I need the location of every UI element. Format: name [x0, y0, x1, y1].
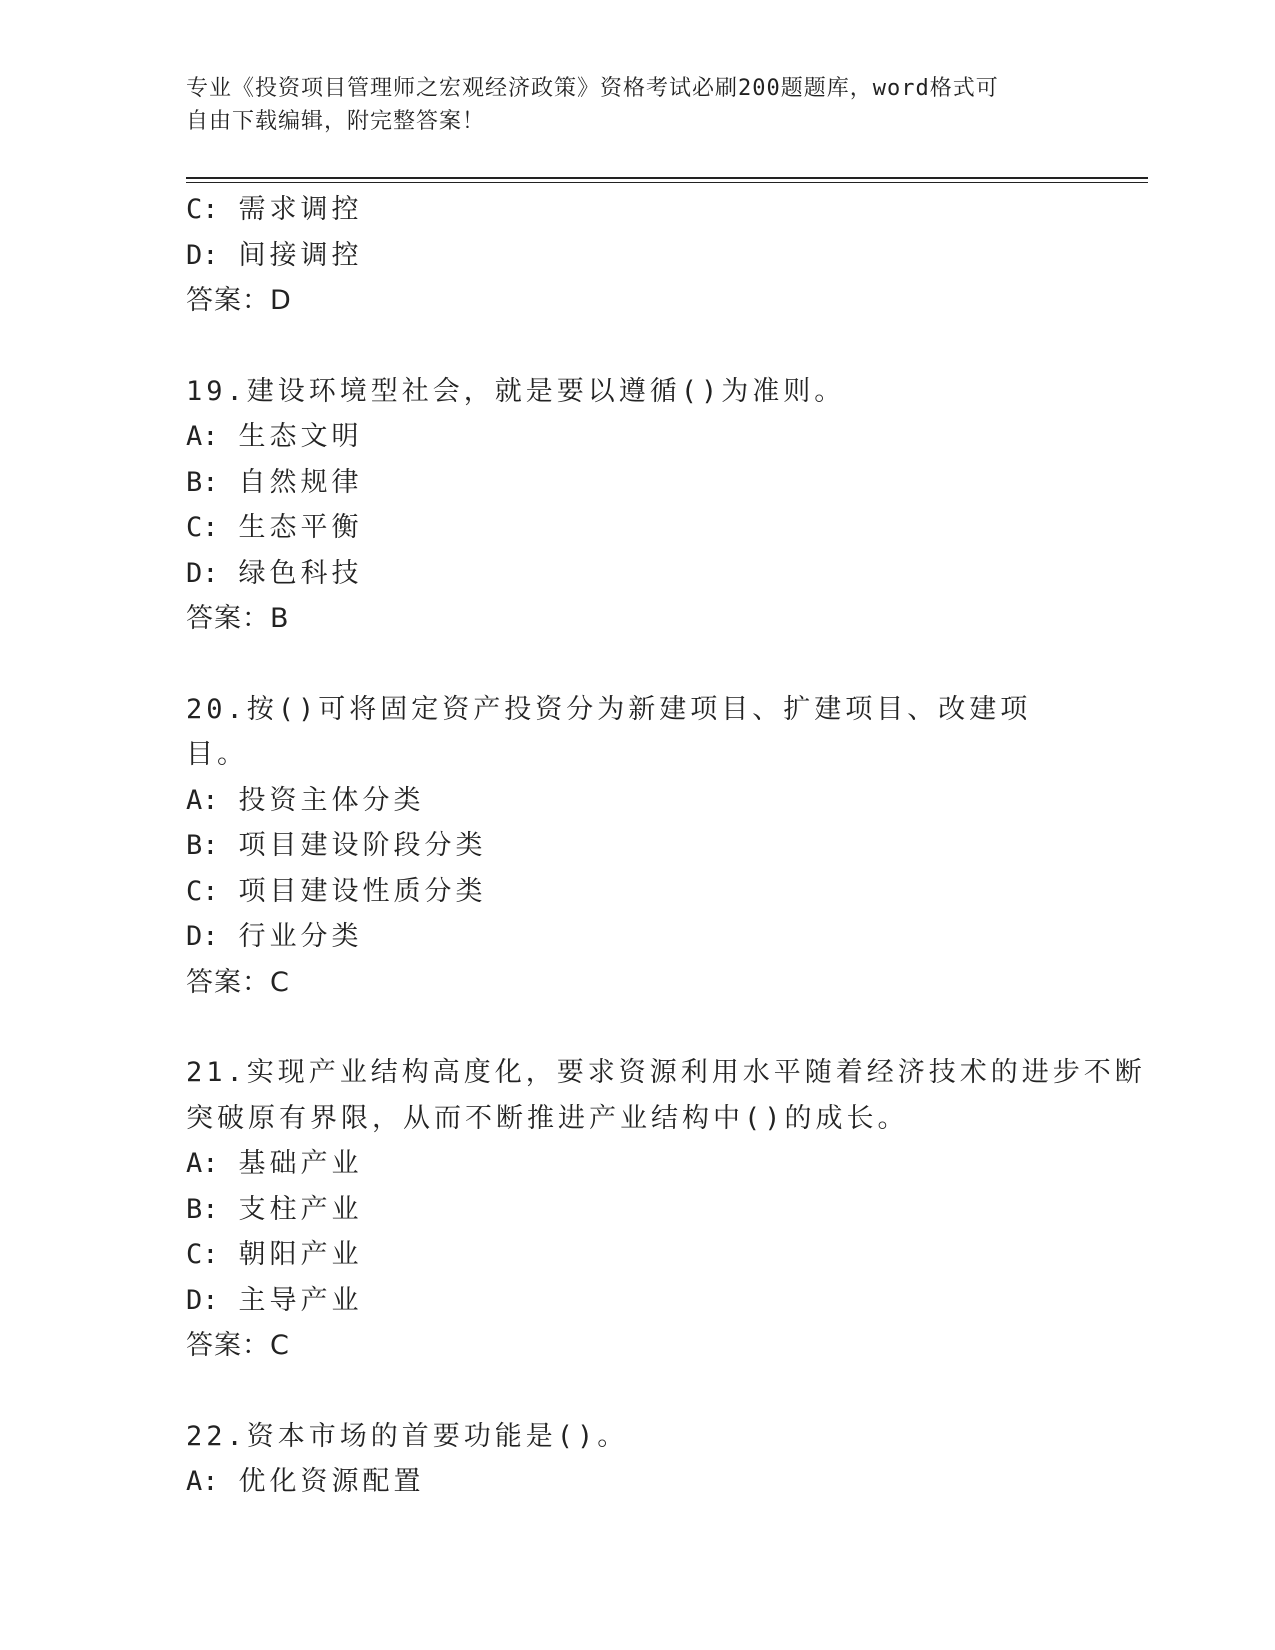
question-18: [186, 187, 1086, 324]
question-22: [186, 1414, 1086, 1505]
option-b: B: 自然规律: [186, 466, 363, 498]
option-a: A: 基础产业: [186, 1148, 363, 1179]
question-stem: 22.资本市场的首要功能是()。: [186, 1420, 629, 1452]
option-c: C: 需求调控: [186, 194, 363, 225]
header-line-2: 自由下载编辑，附完整答案！: [186, 109, 486, 134]
question-20: [186, 687, 1086, 1006]
question-21: [186, 1050, 1146, 1369]
option-c: C: 生态平衡: [186, 512, 363, 543]
header-divider-thick: [186, 177, 1148, 179]
answer: 答案：C: [186, 1330, 290, 1361]
question-stem: 20.按()可将固定资产投资分为新建项目、扩建项目、改建项目。: [186, 693, 1032, 770]
option-a: A: 优化资源配置: [186, 1466, 425, 1497]
answer: 答案：C: [186, 966, 290, 998]
option-d: D: 行业分类: [186, 921, 363, 952]
header-divider-thin: [186, 182, 1148, 183]
question-stem-line-2: 突破原有界限，从而不断推进产业结构中()的成长。: [186, 1102, 909, 1134]
question-list: [186, 187, 1146, 1505]
option-c: C: 朝阳产业: [186, 1239, 363, 1270]
answer: 答案：B: [186, 603, 290, 634]
option-b: B: 项目建设阶段分类: [186, 830, 487, 861]
option-a: A: 投资主体分类: [186, 784, 425, 816]
option-d: D: 主导产业: [186, 1284, 363, 1316]
header-line-1: 专业《投资项目管理师之宏观经济政策》资格考试必刷200题题库，word格式可: [186, 76, 999, 101]
question-19: [186, 369, 1086, 642]
option-a: A: 生态文明: [186, 421, 363, 452]
document-header: [186, 72, 1086, 138]
answer: 答案：D: [186, 285, 292, 316]
option-d: D: 绿色科技: [186, 557, 363, 589]
option-b: B: 支柱产业: [186, 1193, 363, 1225]
option-d: D: 间接调控: [186, 239, 363, 271]
option-c: C: 项目建设性质分类: [186, 875, 487, 907]
question-stem-line-1: 21.实现产业结构高度化，要求资源利用水平随着经济技术的进步不断: [186, 1057, 1146, 1088]
question-stem: 19.建设环境型社会，就是要以遵循()为准则。: [186, 375, 846, 407]
